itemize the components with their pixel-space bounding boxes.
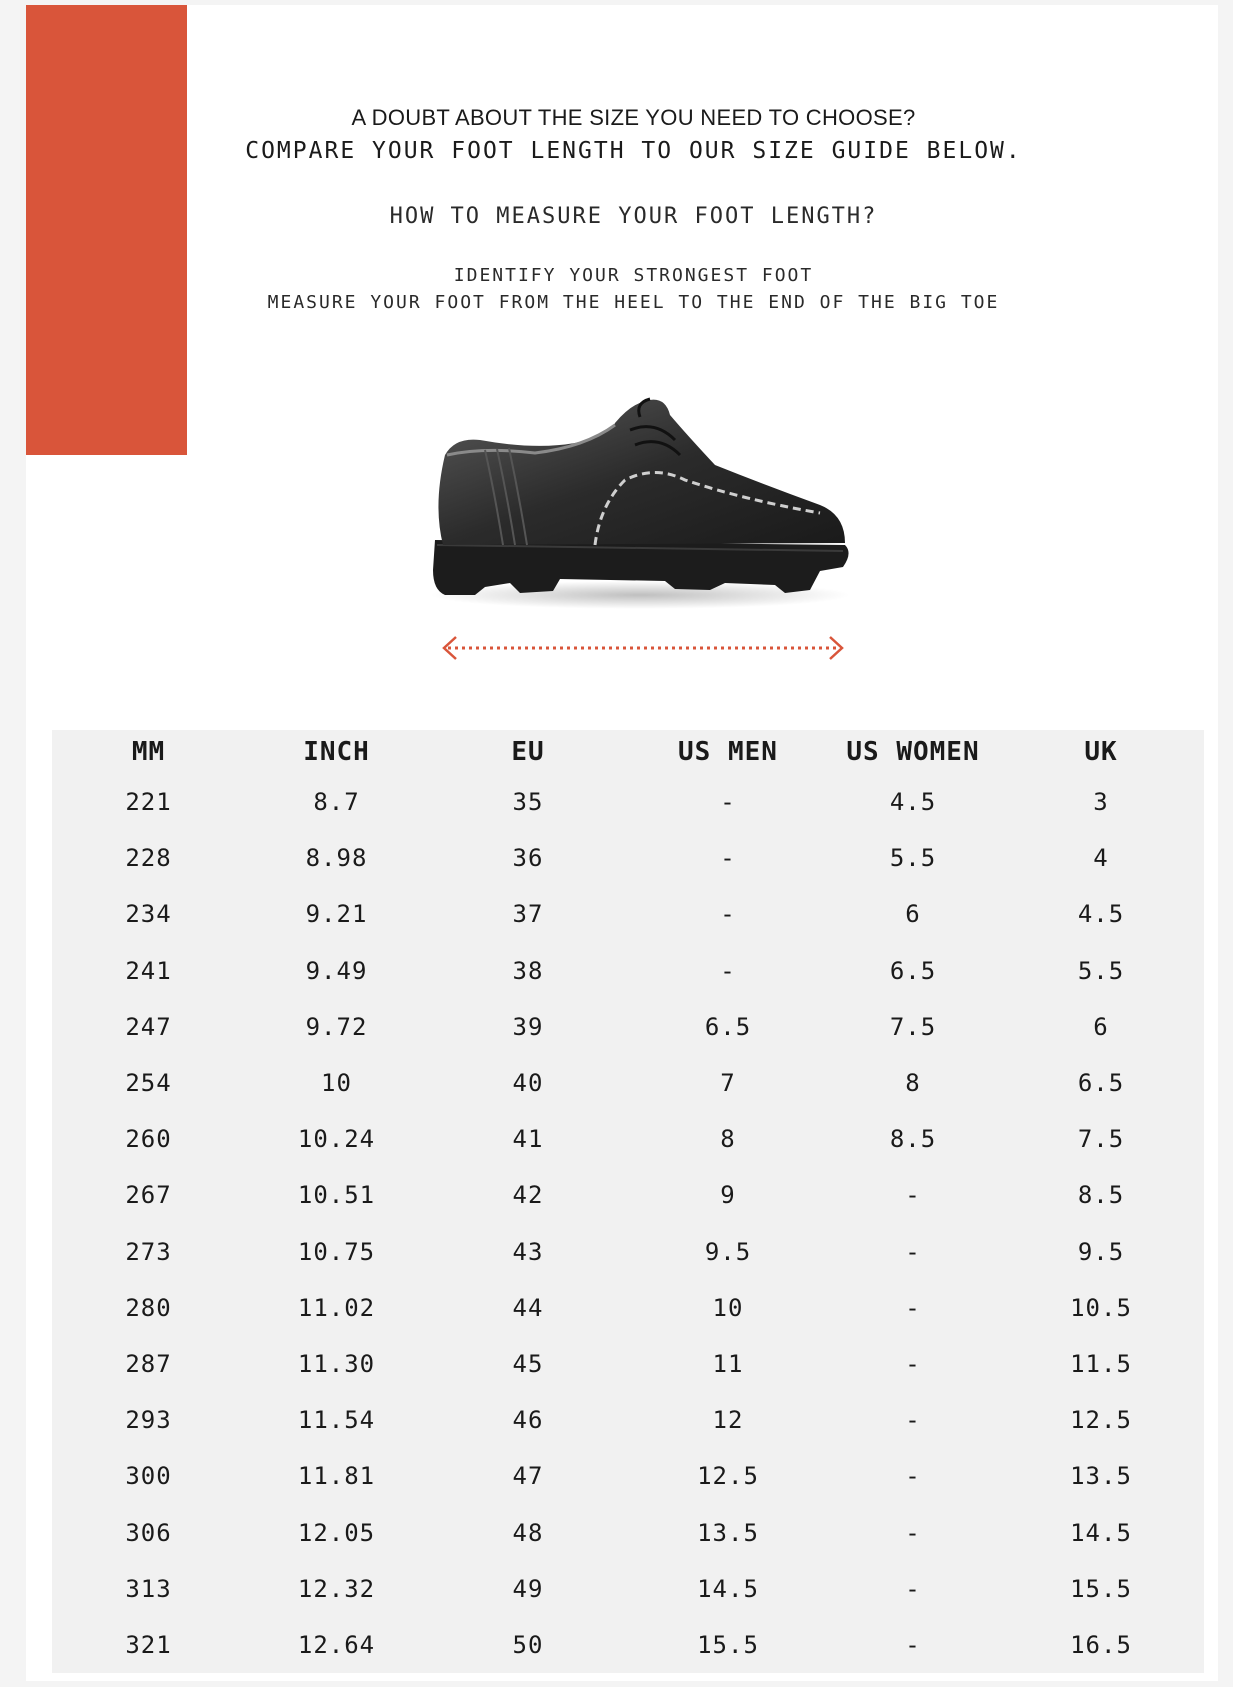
cell-eu: 39	[512, 1012, 544, 1041]
cell-us-women: -	[905, 1237, 921, 1266]
cell-uk: 7.5	[1077, 1125, 1125, 1154]
accent-block	[26, 5, 187, 455]
cell-us-men: -	[720, 956, 736, 985]
cell-eu: 43	[512, 1237, 544, 1266]
header-uk: UK	[1084, 737, 1118, 767]
cell-inch: 11.02	[297, 1293, 376, 1322]
cell-us-women: 6	[905, 900, 921, 929]
cell-us-women: 8.5	[889, 1125, 937, 1154]
cell-inch: 11.81	[297, 1462, 376, 1491]
shoe-icon	[425, 395, 855, 620]
table-row	[52, 943, 1204, 999]
table-row	[52, 1561, 1204, 1617]
cell-mm: 300	[125, 1462, 172, 1491]
cell-uk: 6.5	[1077, 1069, 1125, 1098]
cell-inch: 12.05	[297, 1518, 376, 1547]
cell-us-women: -	[905, 1462, 921, 1491]
table-row	[52, 1448, 1204, 1504]
cell-eu: 44	[512, 1293, 544, 1322]
cell-us-men: -	[720, 788, 736, 817]
table-row	[52, 1224, 1204, 1280]
cell-us-men: 11	[712, 1349, 744, 1378]
cell-eu: 40	[512, 1069, 544, 1098]
cell-us-women: -	[905, 1518, 921, 1547]
table-row	[52, 1055, 1204, 1111]
cell-us-men: 12.5	[697, 1462, 759, 1491]
compare-instruction: COMPARE YOUR FOOT LENGTH TO OUR SIZE GUIDE BELOW.	[245, 138, 1022, 164]
table-row	[52, 1617, 1204, 1673]
cell-mm: 321	[125, 1630, 172, 1659]
cell-us-women: -	[905, 1181, 921, 1210]
table-row	[52, 886, 1204, 942]
cell-inch: 10.51	[297, 1181, 376, 1210]
cell-mm: 287	[125, 1349, 172, 1378]
cell-uk: 5.5	[1077, 956, 1125, 985]
measure-heading: HOW TO MEASURE YOUR FOOT LENGTH?	[389, 204, 878, 229]
cell-us-men: 7	[720, 1069, 736, 1098]
cell-uk: 12.5	[1070, 1406, 1132, 1435]
cell-us-men: 15.5	[697, 1630, 759, 1659]
table-row	[52, 1167, 1204, 1223]
cell-eu: 50	[512, 1630, 544, 1659]
header-us-women: US WOMEN	[846, 737, 980, 767]
double-arrow-icon	[438, 633, 848, 663]
table-row	[52, 774, 1204, 830]
cell-us-women: -	[905, 1293, 921, 1322]
cell-eu: 47	[512, 1462, 544, 1491]
table-row	[52, 1504, 1204, 1560]
cell-us-men: 9.5	[704, 1237, 752, 1266]
cell-mm: 234	[125, 900, 172, 929]
cell-eu: 37	[512, 900, 544, 929]
cell-mm: 241	[125, 956, 172, 985]
cell-us-men: 14.5	[697, 1574, 759, 1603]
cell-eu: 48	[512, 1518, 544, 1547]
cell-mm: 306	[125, 1518, 172, 1547]
cell-uk: 8.5	[1077, 1181, 1125, 1210]
cell-eu: 49	[512, 1574, 544, 1603]
cell-eu: 36	[512, 844, 544, 873]
cell-us-men: -	[720, 900, 736, 929]
table-row	[52, 830, 1204, 886]
cell-eu: 46	[512, 1406, 544, 1435]
header-us-men: US MEN	[678, 737, 778, 767]
cell-us-women: -	[905, 1574, 921, 1603]
table-body	[52, 774, 1204, 1673]
cell-us-men: 6.5	[704, 1012, 752, 1041]
measure-step-1: IDENTIFY YOUR STRONGEST FOOT	[453, 265, 814, 286]
table-row	[52, 1336, 1204, 1392]
cell-us-men: 8	[720, 1125, 736, 1154]
cell-us-women: 6.5	[889, 956, 937, 985]
cell-mm: 280	[125, 1293, 172, 1322]
cell-mm: 254	[125, 1069, 172, 1098]
cell-us-men: 13.5	[697, 1518, 759, 1547]
cell-us-men: -	[720, 844, 736, 873]
cell-uk: 3	[1093, 788, 1109, 817]
cell-uk: 14.5	[1070, 1518, 1132, 1547]
cell-mm: 247	[125, 1012, 172, 1041]
intro-text	[187, 100, 1080, 316]
cell-inch: 12.32	[297, 1574, 376, 1603]
cell-inch: 12.64	[297, 1630, 376, 1659]
cell-uk: 15.5	[1070, 1574, 1132, 1603]
cell-inch: 10.24	[297, 1125, 376, 1154]
cell-us-women: -	[905, 1630, 921, 1659]
cell-eu: 45	[512, 1349, 544, 1378]
cell-mm: 267	[125, 1181, 172, 1210]
table-row	[52, 1111, 1204, 1167]
table-row	[52, 999, 1204, 1055]
table-header-row	[52, 730, 1204, 774]
cell-mm: 228	[125, 844, 172, 873]
cell-mm: 273	[125, 1237, 172, 1266]
cell-inch: 9.72	[305, 1012, 368, 1041]
cell-mm: 293	[125, 1406, 172, 1435]
table-row	[52, 1392, 1204, 1448]
header-inch: INCH	[303, 737, 370, 767]
cell-us-women: 4.5	[889, 788, 937, 817]
cell-inch: 9.21	[305, 900, 368, 929]
cell-inch: 8.7	[313, 788, 360, 817]
cell-us-women: 8	[905, 1069, 921, 1098]
cell-us-women: 7.5	[889, 1012, 937, 1041]
cell-inch: 11.30	[297, 1349, 376, 1378]
cell-eu: 35	[512, 788, 544, 817]
cell-eu: 38	[512, 956, 544, 985]
cell-us-women: -	[905, 1349, 921, 1378]
cell-uk: 9.5	[1077, 1237, 1125, 1266]
size-doubt-heading: A DOUBT ABOUT THE SIZE YOU NEED TO CHOOSE?	[351, 105, 916, 130]
header-mm: MM	[131, 737, 166, 767]
cell-inch: 9.49	[305, 956, 368, 985]
cell-inch: 10	[321, 1069, 352, 1098]
cell-mm: 313	[125, 1574, 172, 1603]
cell-us-women: -	[905, 1406, 921, 1435]
cell-mm: 260	[125, 1125, 172, 1154]
cell-inch: 11.54	[297, 1406, 376, 1435]
cell-uk: 6	[1093, 1012, 1109, 1041]
cell-inch: 10.75	[297, 1237, 376, 1266]
size-guide-table	[52, 730, 1204, 1673]
cell-mm: 221	[125, 788, 172, 817]
cell-inch: 8.98	[305, 844, 368, 873]
cell-uk: 11.5	[1070, 1349, 1132, 1378]
cell-us-men: 10	[712, 1293, 744, 1322]
cell-eu: 41	[512, 1125, 544, 1154]
cell-uk: 4	[1093, 844, 1109, 873]
cell-uk: 4.5	[1077, 900, 1125, 929]
cell-uk: 16.5	[1070, 1630, 1132, 1659]
cell-uk: 13.5	[1070, 1462, 1132, 1491]
cell-us-men: 12	[712, 1406, 744, 1435]
cell-uk: 10.5	[1070, 1293, 1132, 1322]
header-eu: EU	[511, 737, 545, 767]
table-row	[52, 1280, 1204, 1336]
cell-us-men: 9	[720, 1181, 736, 1210]
measure-step-2: MEASURE YOUR FOOT FROM THE HEEL TO THE END OF THE BIG TOE	[267, 292, 1000, 313]
cell-us-women: 5.5	[889, 844, 937, 873]
cell-eu: 42	[512, 1181, 544, 1210]
